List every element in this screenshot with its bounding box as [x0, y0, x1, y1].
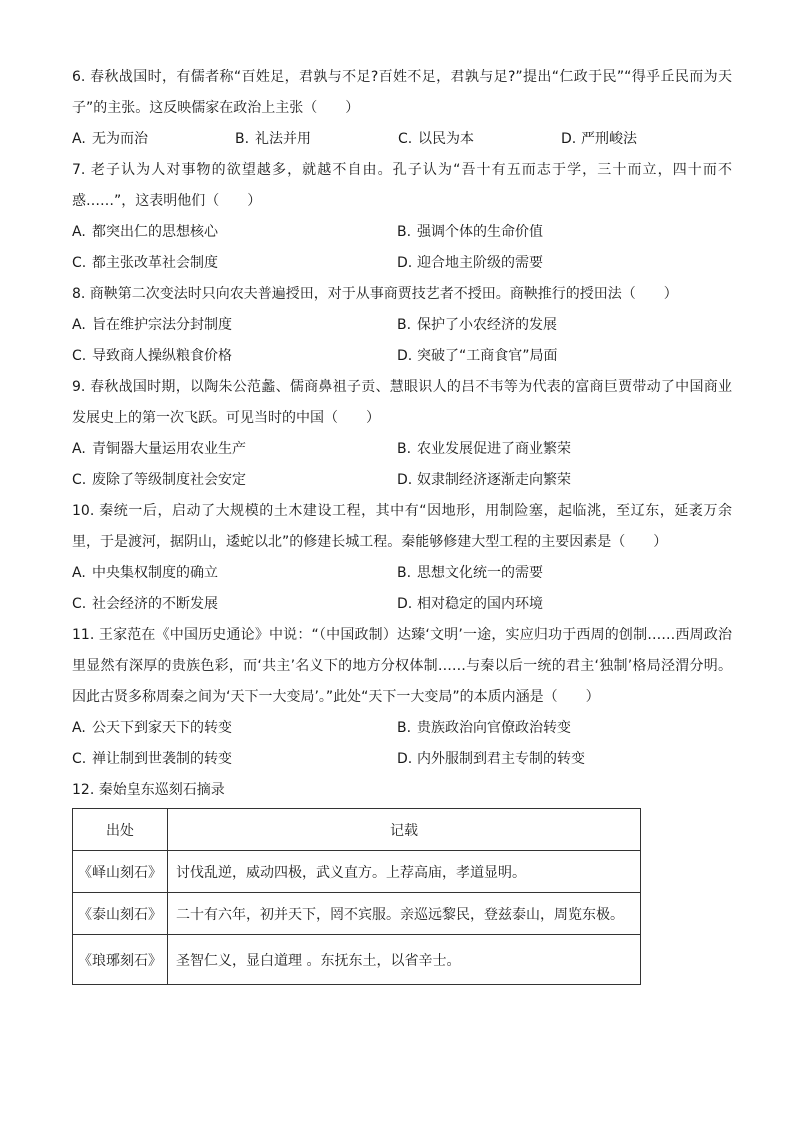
option-b[interactable]: B. 礼法并用: [235, 131, 311, 147]
option-b[interactable]: B. 保护了小农经济的发展: [397, 317, 557, 333]
option-text: 废除了等级制度社会安定: [92, 472, 246, 488]
option-a[interactable]: A. 公天下到家天下的转变: [72, 720, 232, 736]
option-row: [72, 744, 732, 775]
question-stem: 8. 商鞅第二次变法时只向农夫普遍授田，对于从事商贾技艺者不授田。商鞅推行的授田法（ ）: [72, 286, 678, 302]
option-c[interactable]: C. 社会经济的不断发展: [72, 596, 218, 612]
option-c[interactable]: C. 废除了等级制度社会安定: [72, 472, 246, 488]
table-row: [73, 935, 641, 985]
option-c[interactable]: C. 禅让制到世袭制的转变: [72, 751, 232, 767]
option-text: 奴隶制经济逐渐走向繁荣: [417, 472, 571, 488]
option-text: 农业发展促进了商业繁荣: [417, 441, 571, 457]
option-a[interactable]: A. 青铜器大量运用农业生产: [72, 441, 246, 457]
cell-record: 圣智仁义，显白道理 。东抚东土，以省辛士。: [168, 935, 641, 985]
option-row: [72, 558, 732, 589]
option-text: 无为而治: [92, 131, 148, 147]
question-stem: 12. 秦始皇东巡刻石摘录: [72, 782, 225, 798]
option-d[interactable]: D. 奴隶制经济逐渐走向繁荣: [397, 472, 571, 488]
question-stem: 6. 春秋战国时，有儒者称“百姓足，君孰与不足?百姓不足，君孰与足?”提出“仁政于民”“得乎丘民而为天子”的主张。这反映儒家在政治上主张（ ）: [72, 69, 732, 116]
question-7: [72, 155, 732, 279]
option-text: 保护了小农经济的发展: [417, 317, 557, 333]
option-a[interactable]: A. 无为而治: [72, 131, 148, 147]
option-text: 以民为本: [418, 131, 474, 147]
option-text: 都主张改革社会制度: [92, 255, 218, 271]
option-row: [72, 713, 732, 744]
option-c[interactable]: C. 导致商人操纵粮食价格: [72, 348, 232, 364]
option-text: 礼法并用: [255, 131, 311, 147]
cell-source: 《泰山刻石》: [73, 893, 168, 935]
option-text: 禅让制到世袭制的转变: [92, 751, 232, 767]
option-row: [72, 589, 732, 620]
cell-record: 讨伐乱逆，威动四极，武义直方。上荐高庙，孝道显明。: [168, 851, 641, 893]
option-text: 旨在维护宗法分封制度: [92, 317, 232, 333]
question-6: [72, 62, 732, 155]
option-c[interactable]: C. 以民为本: [398, 131, 474, 147]
question-12: [72, 775, 732, 985]
option-d[interactable]: D. 迎合地主阶级的需要: [397, 255, 543, 271]
option-text: 内外服制到君主专制的转变: [417, 751, 585, 767]
question-10: [72, 496, 732, 620]
option-row: [72, 434, 732, 465]
option-row: [72, 310, 732, 341]
question-stem: 10. 秦统一后，启动了大规模的土木建设工程，其中有“因地形，用制险塞，起临洮，至辽东，延袤万余里，于是渡河，据阴山，逶蛇以北”的修建长城工程。秦能够修建大型工程的主要因素是（ ）: [72, 503, 732, 550]
option-text: 公天下到家天下的转变: [92, 720, 232, 736]
option-a[interactable]: A. 都突出仁的思想核心: [72, 224, 218, 240]
option-row: [72, 341, 732, 372]
question-11: [72, 620, 732, 775]
question-stem: 9. 春秋战国时期，以陶朱公范蠡、儒商鼻祖子贡、慧眼识人的吕不韦等为代表的富商巨贾带动了中国商业发展史上的第一次飞跃。可见当时的中国（ ）: [72, 379, 732, 426]
option-a[interactable]: A. 旨在维护宗法分封制度: [72, 317, 232, 333]
question-9: [72, 372, 732, 496]
option-d[interactable]: D. 相对稳定的国内环境: [397, 596, 543, 612]
option-d[interactable]: D. 内外服制到君主专制的转变: [397, 751, 585, 767]
option-b[interactable]: B. 思想文化统一的需要: [397, 565, 543, 581]
cell-record: 二十有六年，初并天下，罔不宾服。亲巡远黎民，登兹泰山，周览东极。: [168, 893, 641, 935]
option-text: 思想文化统一的需要: [417, 565, 543, 581]
option-a[interactable]: A. 中央集权制度的确立: [72, 565, 218, 581]
table-row: [73, 893, 641, 935]
option-text: 迎合地主阶级的需要: [417, 255, 543, 271]
option-text: 突破了“工商食官”局面: [417, 348, 558, 364]
option-text: 导致商人操纵粮食价格: [92, 348, 232, 364]
question-stem: 11. 王家范在《中国历史通论》中说：“（中国政制）达臻‘文明’一途，实应归功于西周的创制……西周政治里显然有深厚的贵族色彩，而‘共主’名义下的地方分权体制……与秦以后一统的君主‘独制’格局泾渭分明。因此古贤多称周秦之间为‘天下一大变局’。”此处“天下一大变局”的本质内涵是（ ）: [72, 627, 732, 705]
option-text: 严刑峻法: [581, 131, 637, 147]
table-row: [73, 851, 641, 893]
cell-source: 《琅琊刻石》: [73, 935, 168, 985]
option-b[interactable]: B. 农业发展促进了商业繁荣: [397, 441, 571, 457]
option-text: 青铜器大量运用农业生产: [92, 441, 246, 457]
option-text: 中央集权制度的确立: [92, 565, 218, 581]
table-header-row: [73, 809, 641, 851]
exam-page: [72, 62, 732, 985]
option-d[interactable]: D. 突破了“工商食官”局面: [397, 348, 558, 364]
option-row: [72, 124, 732, 155]
option-b[interactable]: B. 贵族政治向官僚政治转变: [397, 720, 571, 736]
option-text: 相对稳定的国内环境: [417, 596, 543, 612]
option-text: 都突出仁的思想核心: [92, 224, 218, 240]
option-row: [72, 217, 732, 248]
option-c[interactable]: C. 都主张改革社会制度: [72, 255, 218, 271]
option-text: 贵族政治向官僚政治转变: [417, 720, 571, 736]
question-8: [72, 279, 732, 372]
column-header-record: 记载: [168, 809, 641, 851]
inscription-table: [72, 808, 641, 985]
option-text: 强调个体的生命价值: [417, 224, 543, 240]
cell-source: 《峄山刻石》: [73, 851, 168, 893]
option-d[interactable]: D. 严刑峻法: [561, 131, 637, 147]
column-header-source: 出处: [73, 809, 168, 851]
option-b[interactable]: B. 强调个体的生命价值: [397, 224, 543, 240]
option-row: [72, 465, 732, 496]
option-text: 社会经济的不断发展: [92, 596, 218, 612]
option-row: [72, 248, 732, 279]
question-stem: 7. 老子认为人对事物的欲望越多，就越不自由。孔子认为“吾十有五而志于学，三十而立，四十而不惑……”，这表明他们（ ）: [72, 162, 732, 209]
